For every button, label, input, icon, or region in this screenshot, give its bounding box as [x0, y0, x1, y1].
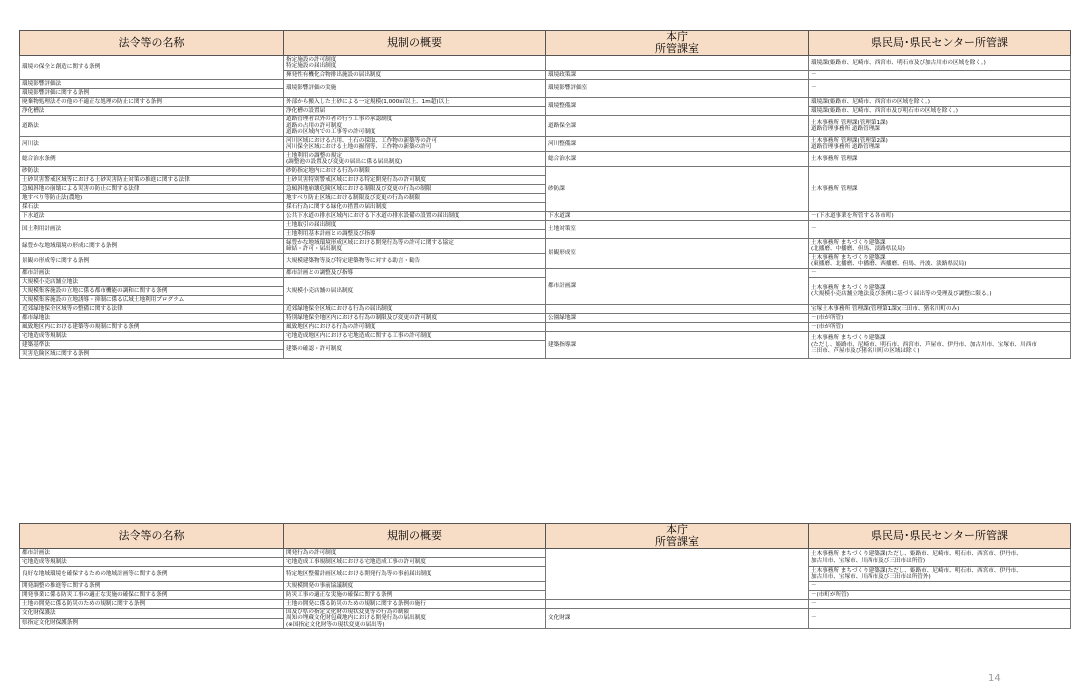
office-cell — [546, 600, 809, 609]
regional-cell: 土木事務所 まちづくり建築課 (大規模小売店舗立地法及び条例に基づく届出等の受理及び調整に限る。) — [809, 278, 1071, 305]
table-row — [20, 314, 1071, 323]
office-cell — [546, 56, 809, 71]
law-name-cell: 大規模集客施設の立地に係る都市機能の調和に関する条例 — [20, 287, 284, 296]
law-name-cell: 急傾斜地の崩壊による災害の防止に関する法律 — [20, 185, 284, 194]
regulation-cell: 風致地区内における行為の許可制度 — [284, 323, 546, 332]
regulation-cell: 道路管理者以外の者の行う工事の承認制度 道路の占用の許可制度 道路の区域内での工事等の許可制度 — [284, 116, 546, 137]
regional-cell: 土木事務所 まちづくり建築課 (北播磨、中播磨、但馬、淡路県民局) — [809, 239, 1071, 254]
table-row — [20, 212, 1071, 221]
law-name-cell: 良好な地域環境を確保するための地域計画等に関する条例 — [20, 567, 284, 582]
regulation-table-2 — [19, 523, 1071, 629]
table-row — [20, 56, 1071, 71]
regional-cell: －(下水道事業を所管する各市町) — [809, 212, 1071, 221]
regulation-cell: 指定施設の許可制度 特定施設の届出制度 — [284, 56, 546, 71]
law-name-cell: 景観の形成等に関する条例 — [20, 254, 284, 269]
regulation-cell: 急傾斜地崩壊危険区域における制限及び変更の行為の制限 — [284, 185, 546, 194]
office-cell: 下水道課 — [546, 212, 809, 221]
table-row — [20, 98, 1071, 107]
office-cell: 土地対策室 — [546, 221, 809, 239]
regional-cell: － — [809, 80, 1071, 98]
regional-cell: 宝塚土木事務所 管理課(管理第1課)(三田市、猪名川町のみ) — [809, 305, 1071, 314]
regional-cell: － — [809, 221, 1071, 239]
regulation-cell: 建築の確認・許可制度 — [284, 341, 546, 359]
regulation-cell: 河川区域における占用、土石の採取、工作物の新築等の許可 河川保全区域における土地の掘削等、工作物の新築の許可 — [284, 137, 546, 152]
law-name-cell: 大規模小売店舗立地法 — [20, 278, 284, 287]
office-cell: 文化財課 — [546, 609, 809, 629]
office-cell: 景観形成室 — [546, 239, 809, 269]
regional-cell: 土木事務所 まちづくり建築課(ただし、姫路市、尼崎市、明石市、西宮市、伊丹市、 加古川市、宝塚市、川西市及び三田市は所管) — [809, 549, 1071, 567]
regional-cell: 土木事務所 管理課(管理第1課) 道路管理事務所 道路管理課 — [809, 116, 1071, 137]
regulation-cell: 都市計画との調整及び指導 — [284, 269, 546, 278]
regulation-cell: 砂防指定地内における行為の制限 — [284, 167, 546, 176]
table-row — [20, 167, 1071, 176]
law-name-cell: 廃棄物処理法その他の不適正な処理の防止に関する条例 — [20, 98, 284, 107]
regulation-cell: 大規模小売店舗の届出制度 — [284, 278, 546, 305]
regulation-cell: 特別緑地保全地区内における行為の制限及び変更の許可制度 — [284, 314, 546, 323]
regulation-cell: 土地利用の調整の規定 (調整池の設置及び変更の届出に係る届出制度) — [284, 152, 546, 167]
table-row — [20, 254, 1071, 269]
page-number: 14 — [988, 673, 1001, 684]
regional-cell: 環境課(姫路市、尼崎市、西宮市、明石市及び加古川市の区域を除く。) — [809, 56, 1071, 71]
table-header-row — [20, 31, 1071, 56]
law-name-cell: 風致地区内における建築等の規制に関する条例 — [20, 323, 284, 332]
law-name-cell: 道路法 — [20, 116, 284, 137]
table-row — [20, 278, 1071, 287]
law-name-cell: 地すべり等防止法(農地) — [20, 194, 284, 203]
office-cell — [546, 549, 809, 600]
law-name-cell: 文化財保護法 — [20, 609, 284, 619]
table-row — [20, 152, 1071, 167]
regional-cell: － — [809, 582, 1071, 591]
law-name-cell: 国土利用計画法 — [20, 221, 284, 239]
table-row — [20, 137, 1071, 152]
regional-cell: 環境課(姫路市、尼崎市、西宮市の区域を除く。) — [809, 98, 1071, 107]
table-row — [20, 269, 1071, 278]
regulation-cell: 防災工事の適正な実施の確保に関する条例 — [284, 591, 546, 600]
table-header-row — [20, 524, 1071, 549]
law-name-cell: 土地の開発に係る防災のための規制に関する条例 — [20, 600, 284, 609]
regional-cell: 土木事務所 まちづくり建築課 (ただし、姫路市、尼崎市、明石市、西宮市、芦屋市、伊丹市、加古川市、宝塚市、川西市 三田市、芦屋市及び猪名川町の区域は除く) — [809, 332, 1071, 359]
law-name-cell: 都市計画法 — [20, 269, 284, 278]
table-row — [20, 549, 1071, 558]
table-row — [20, 609, 1071, 619]
regulation-cell: 環境影響評価の実施 — [284, 80, 546, 98]
table-row — [20, 116, 1071, 137]
header-regulation-summary: 規制の概要 — [284, 524, 546, 549]
office-cell: 環境政策課 — [546, 71, 809, 80]
office-cell: 環境影響評価室 — [546, 80, 809, 98]
law-name-cell: 下水道法 — [20, 212, 284, 221]
table-row — [20, 332, 1071, 341]
regulation-cell: 特定地区整備計画区域における開発行為等の事前届出制度 — [284, 567, 546, 582]
regulation-cell: 土地取引の届出制度 — [284, 221, 546, 230]
law-name-cell: 環境の保全と創造に関する条例 — [20, 56, 284, 80]
table-row — [20, 107, 1071, 116]
table-row — [20, 591, 1071, 600]
header-head-office-section: 本庁 所管課室 — [546, 31, 809, 56]
law-name-cell: 開発事業に係る防災工事の適正な実施の確保に関する条例 — [20, 591, 284, 600]
law-name-cell: 災害危険区域に関する条例 — [20, 350, 284, 359]
table-row — [20, 80, 1071, 89]
law-name-cell: 浄化槽法 — [20, 107, 284, 116]
regulation-cell: 地すべり防止区域における制限及び変更の行為の制限 — [284, 194, 546, 203]
regional-cell: －(市が所管) — [809, 323, 1071, 332]
regulation-table-1 — [19, 30, 1071, 359]
table-row — [20, 567, 1071, 582]
regional-cell: 環境課(姫路市、尼崎市、西宮市及び明石市の区域を除く。) — [809, 107, 1071, 116]
law-name-cell: 近郊緑地保全区域等の整備に関する法律 — [20, 305, 284, 314]
regulation-cell: 大規模建築物等及び特定建築物等に対する助言・勧告 — [284, 254, 546, 269]
law-name-cell: 大規模集客施設の立地誘導・抑制に係る広域土地利用プログラム — [20, 296, 284, 305]
regulation-cell: 外部から搬入した土砂による一定規模(1,000㎡以上、1m超)以上 — [284, 98, 546, 107]
regulation-cell: 採石行為に関する緑化の措置の届出制度 — [284, 203, 546, 212]
table-row — [20, 305, 1071, 314]
law-name-cell: 環境影響評価法 — [20, 80, 284, 89]
office-cell: 建築指導課 — [546, 332, 809, 359]
law-name-cell: 緑豊かな地域環境の形成に関する条例 — [20, 239, 284, 254]
regional-cell: 土木事務所 まちづくり建築課(ただし、姫路市、尼崎市、明石市、西宮市、伊丹市、 加古川市、宝塚市、川西市及び三田市は所管外) — [809, 567, 1071, 582]
regulation-cell: 国及び県の指定文化財の現状変更等の行為の制限 周知の埋蔵文化財包蔵地内における開発行為の届出制度 (※国指定文化財等の現状変更の届出等) — [284, 609, 546, 629]
header-regulation-summary: 規制の概要 — [284, 31, 546, 56]
office-cell — [546, 305, 809, 314]
regulation-cell: 近郊緑地保全区域における行為の届出制度 — [284, 305, 546, 314]
regional-cell: － — [809, 71, 1071, 80]
regional-cell: － — [809, 269, 1071, 278]
regulation-cell: 揮発性有機化合物排出施設の届出制度 — [284, 71, 546, 80]
office-cell: 砂防課 — [546, 167, 809, 212]
law-name-cell: 総合治水条例 — [20, 152, 284, 167]
law-name-cell: 砂防法 — [20, 167, 284, 176]
office-cell: 環境整備課 — [546, 98, 809, 116]
regional-cell: －(市町が所管) — [809, 591, 1071, 600]
regulation-cell: 公共下水道の排水区域内における下水道の排水設備の設置の届出制度 — [284, 212, 546, 221]
law-name-cell: 河川法 — [20, 137, 284, 152]
table-row — [20, 221, 1071, 230]
regulation-cell: 緑豊かな地域環境形成区域における開発行為等の許可に関する協定 締結・許可・届出制度 — [284, 239, 546, 254]
header-head-office-section: 本庁 所管課室 — [546, 524, 809, 549]
regional-cell: － — [809, 609, 1071, 629]
regulation-cell: 宅地造成地区内における宅地造成に関する工事の許可制度 — [284, 332, 546, 341]
regional-cell: 土木事務所 管理課(管理第2課) 道路管理事務所 道路管理課 — [809, 137, 1071, 152]
office-cell: 総合治水課 — [546, 152, 809, 167]
regulation-cell: 土地利用基本計画との調整及び指導 — [284, 230, 546, 239]
regulation-cell: 開発行為の許可制度 — [284, 549, 546, 558]
law-name-cell: 宅地造成等規制法 — [20, 558, 284, 567]
office-cell: 都市計画課 — [546, 269, 809, 305]
table-row — [20, 323, 1071, 332]
law-name-cell: 開発調整の推進等に関する条例 — [20, 582, 284, 591]
office-cell: 道路保全課 — [546, 116, 809, 137]
header-regional-office-section: 県民局･県民センター所管課 — [809, 524, 1071, 549]
header-regional-office-section: 県民局･県民センター所管課 — [809, 31, 1071, 56]
law-name-cell: 採石法 — [20, 203, 284, 212]
regulation-cell: 大規模開発の事前協議制度 — [284, 582, 546, 591]
office-cell: 公園緑地課 — [546, 314, 809, 323]
regulation-cell: 宅地造成工事規制区域における宅地造成工事の許可制度 — [284, 558, 546, 567]
table-row — [20, 600, 1071, 609]
law-name-cell: 建築基準法 — [20, 341, 284, 350]
office-cell: 河川整備課 — [546, 137, 809, 152]
regional-cell: －(市が所管) — [809, 314, 1071, 323]
law-name-cell: 環境影響評価に関する条例 — [20, 89, 284, 98]
regional-cell: 土木事務所 管理課 — [809, 167, 1071, 212]
law-name-cell: 宅地造成等規制法 — [20, 332, 284, 341]
table-row — [20, 582, 1071, 591]
regional-cell: 土木事務所 管理課 — [809, 152, 1071, 167]
office-cell — [546, 323, 809, 332]
table-row — [20, 239, 1071, 254]
law-name-cell: 都市計画法 — [20, 549, 284, 558]
regional-cell: 土木事務所 まちづくり建築課 (東播磨、北播磨、中播磨、西播磨、但馬、丹波、淡路県民局) — [809, 254, 1071, 269]
regulation-cell: 土砂災害特別警戒区域における特定開発行為の許可制度 — [284, 176, 546, 185]
law-name-cell: 県指定文化財保護条例 — [20, 619, 284, 629]
header-law-name: 法令等の名称 — [20, 31, 284, 56]
regulation-cell: 浄化槽の設置届 — [284, 107, 546, 116]
law-name-cell: 都市緑地法 — [20, 314, 284, 323]
regional-cell: － — [809, 600, 1071, 609]
law-name-cell: 土砂災害警戒区域等における土砂災害防止対策の推進に関する法律 — [20, 176, 284, 185]
header-law-name: 法令等の名称 — [20, 524, 284, 549]
regulation-cell: 土地の開発に係る防災のための規制に関する条例の施行 — [284, 600, 546, 609]
